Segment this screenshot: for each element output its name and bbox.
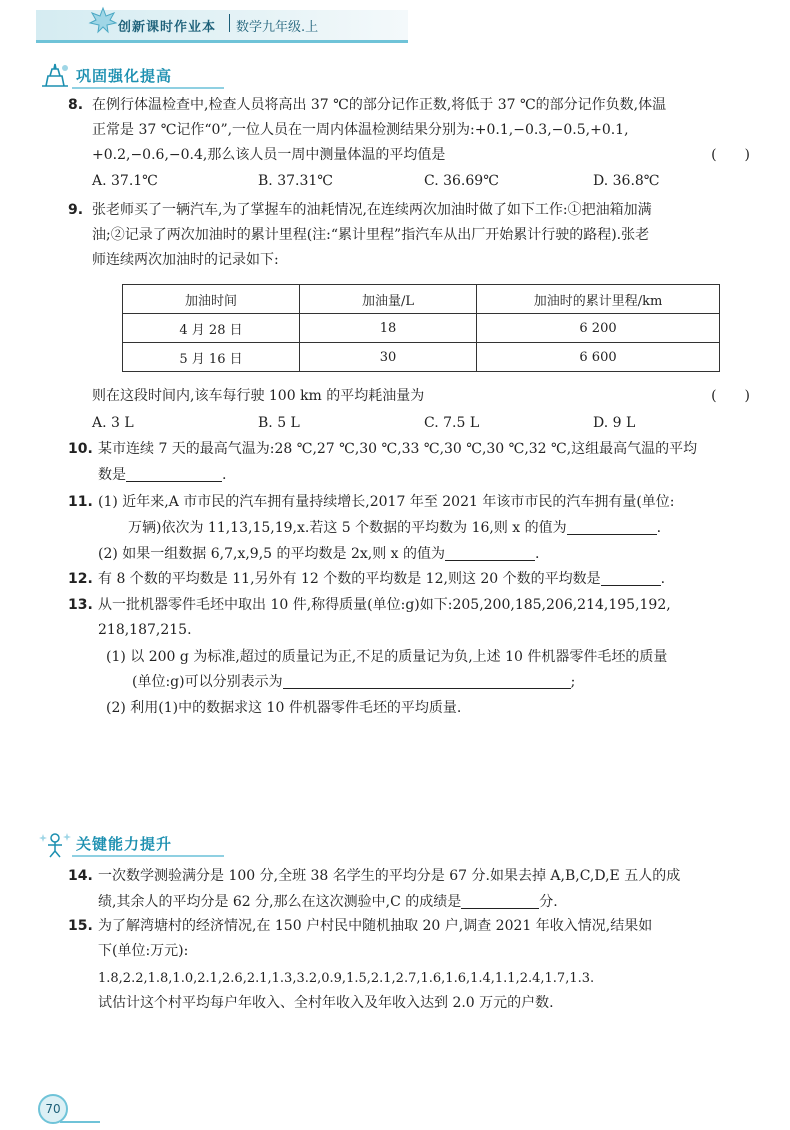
question-text: (1) 近年来,A 市市民的汽车拥有量持续增长,2017 年至 2021 年该市市民的汽车拥有量(单位: <box>98 494 675 510</box>
question-text: 218,187,215. <box>98 622 192 638</box>
section-header-1 <box>38 62 238 88</box>
question-text <box>98 542 539 567</box>
answer-blank[interactable] <box>461 892 539 909</box>
question-number: 13. <box>68 597 93 613</box>
table-cell: 30 <box>300 343 477 372</box>
question-number: 10. <box>68 441 93 457</box>
question-9-continued <box>68 384 750 436</box>
question-text <box>132 670 575 695</box>
table-header-cell: 加油时的累计里程/km <box>477 285 720 314</box>
table-cell: 18 <box>300 314 477 343</box>
question-number: 12. <box>68 571 93 587</box>
maple-leaf-icon <box>88 6 118 34</box>
table-row <box>123 314 720 343</box>
tower-icon <box>38 62 72 90</box>
question-text: 则在这段时间内,该车每行驶 100 km 的平均耗油量为 <box>92 388 425 404</box>
table-cell: 6 200 <box>477 314 720 343</box>
question-text: 一次数学测验满分是 100 分,全班 38 名学生的平均分是 67 分.如果去掉 A,B,C,D,E 五人的成 <box>98 868 681 884</box>
question-text: 某市连续 7 天的最高气温为:28 ℃,27 ℃,30 ℃,33 ℃,30 ℃,30 ℃,32 ℃,这组最高气温的平均 <box>98 441 698 457</box>
question-number: 11. <box>68 494 93 510</box>
question-text <box>98 890 558 915</box>
question-text: (1) 以 200 g 为标准,超过的质量记为正,不足的质量记为负,上述 10 件机器零件毛坯的质量 <box>106 649 668 665</box>
question-text <box>98 463 226 488</box>
table-cell: 6 600 <box>477 343 720 372</box>
question-number: 9. <box>68 202 84 218</box>
fuel-table <box>122 284 720 372</box>
section-title-1: 巩固强化提高 <box>76 67 173 85</box>
question-text: 油;②记录了两次加油时的累计里程(注:“累计里程”指汽车从出厂开始累计行驶的路程).张老 <box>92 227 650 243</box>
question-number: 8. <box>68 97 84 113</box>
question-text: 在例行体温检查中,检查人员将高出 37 ℃的部分记作正数,将低于 37 ℃的部分记作负数,体温 <box>92 97 667 113</box>
question-15 <box>68 914 750 1014</box>
table-cell: 5 月 16 日 <box>123 343 300 372</box>
question-14 <box>68 864 750 916</box>
table-cell: 4 月 28 日 <box>123 314 300 343</box>
question-text <box>98 567 665 592</box>
page-number-rule <box>60 1121 100 1123</box>
section-underline-2 <box>72 855 224 857</box>
text-fragment: 万辆)依次为 11,13,15,19,x.若这 5 个数据的平均数为 16,则 x 的值为 <box>128 520 567 536</box>
section-title-2: 关键能力提升 <box>76 835 173 853</box>
table-header-row <box>123 285 720 314</box>
text-fragment: ; <box>570 674 576 690</box>
question-text: 张老师买了一辆汽车,为了掌握车的油耗情况,在连续两次加油时做了如下工作:①把油箱加满 <box>92 202 652 218</box>
table-header-cell: 加油时间 <box>123 285 300 314</box>
answer-blank[interactable] <box>283 672 571 689</box>
page-number: 70 <box>38 1094 68 1124</box>
question-text: 正常是 37 ℃记作“0”,一位人员在一周内体温检测结果分别为:+0.1,−0.3,−0.5,+0.1, <box>92 122 629 138</box>
question-11 <box>68 490 750 570</box>
question-number: 15. <box>68 918 93 934</box>
text-fragment: . <box>656 520 662 536</box>
question-text: 师连续两次加油时的记录如下: <box>92 252 279 268</box>
book-subject: 数学九年级.上 <box>236 20 319 35</box>
text-fragment: . <box>660 571 666 587</box>
question-text: (2) 利用(1)中的数据求这 10 件机器零件毛坯的平均质量. <box>106 700 462 716</box>
text-fragment: . <box>535 546 540 562</box>
text-fragment: 数是 <box>98 467 126 483</box>
choice-c: C. 36.69℃ <box>424 173 499 189</box>
section-underline-1 <box>72 87 224 89</box>
choice-b: B. 5 L <box>258 415 300 431</box>
question-text: 下(单位:万元): <box>98 943 189 959</box>
text-fragment: (单位:g)可以分别表示为 <box>132 674 283 690</box>
text-fragment: 有 8 个数的平均数是 11,另外有 12 个数的平均数是 12,则这 20 个数的平均数是 <box>98 571 601 587</box>
question-9 <box>68 198 750 278</box>
choice-b: B. 37.31℃ <box>258 173 333 189</box>
answer-blank[interactable] <box>601 569 661 586</box>
sparkle-figure-icon <box>38 830 72 858</box>
text-fragment: . <box>222 467 227 483</box>
choice-a: A. 37.1℃ <box>92 173 158 189</box>
choice-d: D. 36.8℃ <box>593 173 660 189</box>
question-10 <box>68 437 750 487</box>
answer-blank[interactable] <box>126 465 222 482</box>
text-fragment: 分. <box>539 894 558 910</box>
question-number: 14. <box>68 868 93 884</box>
section-header-2 <box>38 830 238 856</box>
data-list: 1.8,2.2,1.8,1.0,2.1,2.6,2.1,1.3,3.2,0.9,1.5,2.1,2.7,1.6,1.6,1.4,1.1,2.4,1.7,1.3. <box>98 971 595 986</box>
answer-paren: ( ) <box>711 147 750 163</box>
question-text: +0.2,−0.6,−0.4,那么该人员一周中测量体温的平均值是 <box>92 147 446 163</box>
question-13 <box>68 593 750 723</box>
header-separator <box>229 14 230 32</box>
answer-paren: ( ) <box>711 388 750 404</box>
choice-d: D. 9 L <box>593 415 636 431</box>
book-title: 创新课时作业本 <box>118 20 217 35</box>
text-fragment: 绩,其余人的平均分是 62 分,那么在这次测验中,C 的成绩是 <box>98 894 462 910</box>
choice-c: C. 7.5 L <box>424 415 480 431</box>
answer-blank[interactable] <box>445 544 535 561</box>
answer-blank[interactable] <box>567 518 657 535</box>
text-fragment: (2) 如果一组数据 6,7,x,9,5 的平均数是 2x,则 x 的值为 <box>98 546 446 562</box>
table-header-cell: 加油量/L <box>300 285 477 314</box>
table-row <box>123 343 720 372</box>
question-text: 为了解湾塘村的经济情况,在 150 户村民中随机抽取 20 户,调查 2021 年收入情况,结果如 <box>98 918 653 934</box>
choice-a: A. 3 L <box>92 415 134 431</box>
question-12 <box>68 567 750 593</box>
question-8 <box>68 93 750 193</box>
question-text: 从一批机器零件毛坯中取出 10 件,称得质量(单位:g)如下:205,200,185,206,214,195,192, <box>98 597 671 613</box>
question-text <box>128 516 661 541</box>
question-text: 试估计这个村平均每户年收入、全村年收入及年收入达到 2.0 万元的户数. <box>98 995 554 1011</box>
